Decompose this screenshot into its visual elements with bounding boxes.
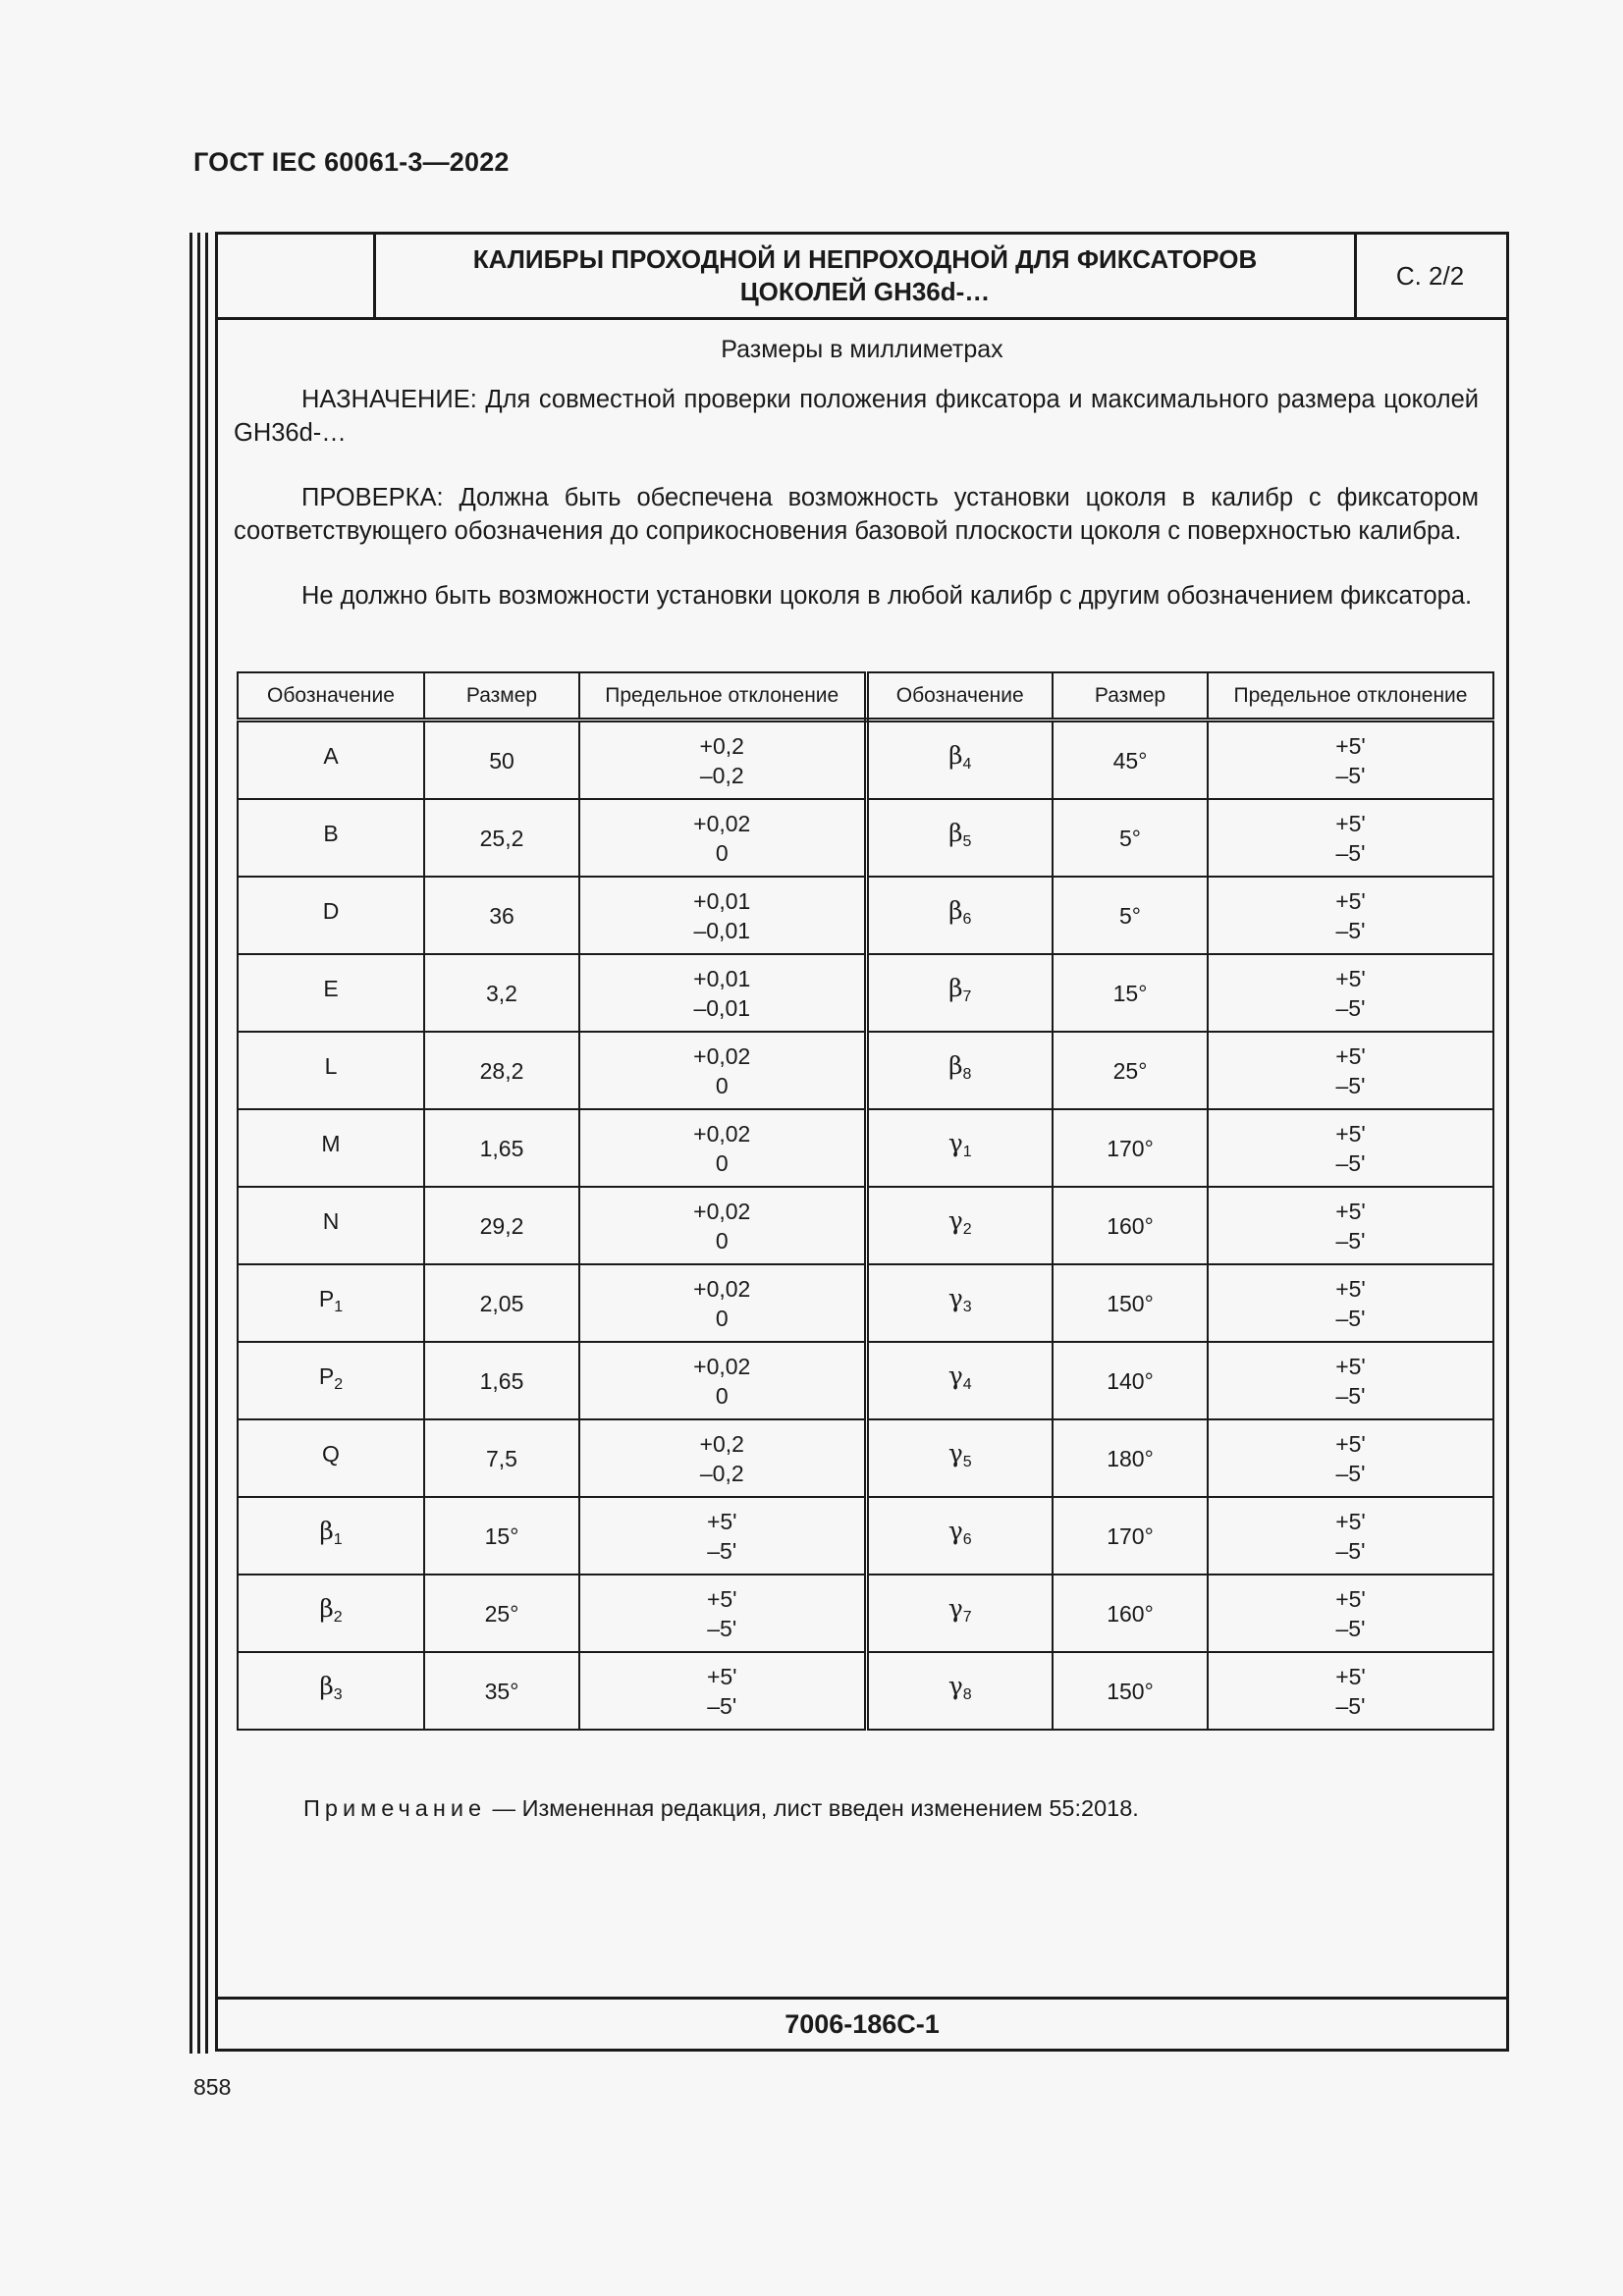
deviation-lower: –5' bbox=[1335, 839, 1366, 866]
sheet-title-block bbox=[218, 235, 1506, 320]
designation-index: 7 bbox=[962, 988, 972, 1005]
note-label: Примечание bbox=[303, 1795, 487, 1821]
deviation-lower: –5' bbox=[1335, 1305, 1366, 1331]
designation-cell bbox=[238, 1575, 424, 1652]
size-cell: 3,2 bbox=[424, 954, 579, 1032]
deviation-cell bbox=[579, 721, 866, 800]
deviation-lower: 0 bbox=[715, 1382, 729, 1409]
deviation-cell bbox=[1208, 1187, 1493, 1264]
table-row bbox=[238, 954, 1493, 1032]
deviation-cell bbox=[1208, 1264, 1493, 1342]
sheet-title-line1: КАЛИБРЫ ПРОХОДНОЙ И НЕПРОХОДНОЙ ДЛЯ ФИКСАТОРОВ bbox=[472, 244, 1258, 274]
designation-cell bbox=[866, 877, 1053, 954]
table-row bbox=[238, 721, 1493, 800]
binding-line bbox=[189, 233, 192, 2054]
deviation-lower: 0 bbox=[715, 1305, 729, 1331]
designation-cell bbox=[866, 799, 1053, 877]
designation-index: 5 bbox=[962, 1454, 972, 1470]
deviation-cell bbox=[579, 1109, 866, 1187]
size-cell: 25,2 bbox=[424, 799, 579, 877]
designation-symbol: L bbox=[324, 1053, 338, 1079]
column-header: Размер bbox=[424, 672, 579, 721]
designation-symbol: P bbox=[318, 1286, 335, 1311]
deviation-lower: –5' bbox=[707, 1692, 737, 1719]
designation-symbol: D bbox=[322, 898, 340, 924]
designation-cell bbox=[866, 1032, 1053, 1109]
table-row bbox=[238, 1497, 1493, 1575]
table-header-row bbox=[238, 672, 1493, 721]
deviation-upper: +5' bbox=[1335, 1430, 1366, 1457]
size-cell: 1,65 bbox=[424, 1342, 579, 1419]
deviation-cell bbox=[1208, 1497, 1493, 1575]
deviation-upper: +5' bbox=[1335, 1275, 1366, 1302]
sheet-code: 7006-186С-1 bbox=[218, 1997, 1506, 2049]
deviation-upper: +0,2 bbox=[699, 732, 744, 759]
deviation-lower: –0,01 bbox=[693, 917, 751, 943]
size-cell: 2,05 bbox=[424, 1264, 579, 1342]
size-cell: 150° bbox=[1053, 1652, 1208, 1730]
deviation-cell bbox=[1208, 1575, 1493, 1652]
deviation-lower: –0,2 bbox=[699, 1460, 744, 1486]
designation-index: 4 bbox=[962, 756, 972, 773]
deviation-upper: +5' bbox=[1335, 1508, 1366, 1534]
designation-cell bbox=[866, 1109, 1053, 1187]
deviation-cell bbox=[579, 1419, 866, 1497]
deviation-upper: +5' bbox=[1335, 1198, 1366, 1224]
designation-index: 3 bbox=[333, 1686, 343, 1703]
deviation-upper: +5' bbox=[706, 1585, 737, 1612]
deviation-cell bbox=[579, 954, 866, 1032]
designation-symbol: β bbox=[319, 1517, 334, 1545]
deviation-cell bbox=[1208, 799, 1493, 877]
gauge-dimensions-table bbox=[237, 671, 1494, 1731]
designation-index: 8 bbox=[962, 1066, 972, 1083]
deviation-lower: –5' bbox=[1335, 1072, 1366, 1098]
designation-cell bbox=[866, 1419, 1053, 1497]
deviation-upper: +0,02 bbox=[693, 1353, 751, 1379]
deviation-upper: +0,02 bbox=[693, 1198, 751, 1224]
deviation-cell bbox=[579, 1575, 866, 1652]
designation-symbol: γ bbox=[947, 1362, 963, 1390]
column-header: Обозначение bbox=[238, 672, 424, 721]
deviation-lower: –5' bbox=[1335, 1615, 1366, 1641]
designation-symbol: γ bbox=[947, 1672, 963, 1700]
designation-cell bbox=[238, 1032, 424, 1109]
purpose-paragraph: НАЗНАЧЕНИЕ: Для совместной проверки положения фиксатора и максимального размера цоколей GH36d-… bbox=[234, 386, 1479, 447]
deviation-cell bbox=[579, 877, 866, 954]
deviation-upper: +0,01 bbox=[693, 965, 751, 991]
designation-index: 6 bbox=[962, 911, 972, 928]
size-cell: 25° bbox=[1053, 1032, 1208, 1109]
designation-cell bbox=[866, 1342, 1053, 1419]
deviation-upper: +5' bbox=[706, 1663, 737, 1689]
deviation-lower: –5' bbox=[1335, 1149, 1366, 1176]
deviation-upper: +0,02 bbox=[693, 810, 751, 836]
designation-symbol: β bbox=[948, 741, 963, 770]
deviation-cell bbox=[1208, 954, 1493, 1032]
deviation-lower: –5' bbox=[1335, 762, 1366, 788]
deviation-cell bbox=[579, 1497, 866, 1575]
size-cell: 170° bbox=[1053, 1109, 1208, 1187]
check-paragraph: ПРОВЕРКА: Должна быть обеспечена возможность установки цоколя в калибр с фиксатором соответствующего обозначения до соприкосновения базовой плоскости цоколя с поверхностью калибра. bbox=[234, 484, 1479, 545]
deviation-lower: –5' bbox=[1335, 917, 1366, 943]
designation-symbol: γ bbox=[947, 1284, 963, 1312]
designation-symbol: N bbox=[322, 1208, 340, 1234]
data-sheet bbox=[215, 232, 1509, 2052]
designation-cell bbox=[238, 1264, 424, 1342]
sheet-title bbox=[373, 235, 1357, 317]
designation-symbol: γ bbox=[947, 1439, 963, 1468]
size-cell: 29,2 bbox=[424, 1187, 579, 1264]
deviation-upper: +5' bbox=[1335, 887, 1366, 914]
designation-index: 2 bbox=[334, 1376, 344, 1393]
deviation-upper: +5' bbox=[1335, 1120, 1366, 1147]
deviation-cell bbox=[1208, 721, 1493, 800]
designation-cell bbox=[238, 1419, 424, 1497]
designation-symbol: γ bbox=[947, 1517, 963, 1545]
designation-index: 8 bbox=[962, 1686, 972, 1703]
table-row bbox=[238, 1264, 1493, 1342]
size-cell: 25° bbox=[424, 1575, 579, 1652]
sheet-page-ref: С. 2/2 bbox=[1395, 260, 1465, 291]
designation-symbol: γ bbox=[947, 1129, 963, 1157]
designation-cell bbox=[866, 954, 1053, 1032]
designation-cell bbox=[238, 721, 424, 800]
deviation-cell bbox=[1208, 1109, 1493, 1187]
designation-symbol: β bbox=[319, 1672, 334, 1700]
deviation-lower: –0,2 bbox=[699, 762, 744, 788]
size-cell: 36 bbox=[424, 877, 579, 954]
deviation-cell bbox=[579, 1187, 866, 1264]
designation-cell bbox=[238, 799, 424, 877]
size-cell: 15° bbox=[424, 1497, 579, 1575]
designation-index: 5 bbox=[962, 833, 972, 850]
deviation-upper: +5' bbox=[1335, 732, 1366, 759]
designation-index: 2 bbox=[962, 1221, 972, 1238]
size-cell: 160° bbox=[1053, 1575, 1208, 1652]
designation-cell bbox=[238, 1497, 424, 1575]
designation-cell bbox=[866, 1187, 1053, 1264]
designation-index: 6 bbox=[962, 1531, 972, 1548]
deviation-lower: –5' bbox=[1335, 1382, 1366, 1409]
designation-cell bbox=[866, 1264, 1053, 1342]
column-header: Обозначение bbox=[866, 672, 1053, 721]
deviation-lower: –5' bbox=[1335, 1692, 1366, 1719]
designation-cell bbox=[238, 1342, 424, 1419]
deviation-upper: +0,02 bbox=[693, 1120, 751, 1147]
deviation-upper: +5' bbox=[1335, 810, 1366, 836]
deviation-lower: 0 bbox=[715, 839, 729, 866]
deviation-lower: 0 bbox=[715, 1072, 729, 1098]
standard-header: ГОСТ IEC 60061-3—2022 bbox=[193, 147, 510, 177]
deviation-cell bbox=[579, 1264, 866, 1342]
deviation-lower: 0 bbox=[715, 1149, 729, 1176]
size-cell: 140° bbox=[1053, 1342, 1208, 1419]
size-cell: 50 bbox=[424, 721, 579, 800]
designation-cell bbox=[238, 877, 424, 954]
sheet-title-line2: ЦОКОЛЕЙ GH36d-… bbox=[739, 277, 991, 306]
column-header: Предельное отклонение bbox=[1208, 672, 1493, 721]
deviation-lower: –0,01 bbox=[693, 994, 751, 1021]
deviation-upper: +5' bbox=[1335, 1663, 1366, 1689]
deviation-cell bbox=[579, 1652, 866, 1730]
designation-symbol: M bbox=[321, 1131, 341, 1156]
deviation-cell bbox=[1208, 1652, 1493, 1730]
note bbox=[303, 1795, 1139, 1822]
designation-cell bbox=[866, 1497, 1053, 1575]
designation-cell bbox=[238, 1187, 424, 1264]
designation-symbol: β bbox=[319, 1594, 334, 1623]
table-row bbox=[238, 1575, 1493, 1652]
deviation-lower: –5' bbox=[1335, 1537, 1366, 1564]
deviation-upper: +5' bbox=[706, 1508, 737, 1534]
designation-symbol: E bbox=[323, 976, 339, 1001]
designation-cell bbox=[866, 1575, 1053, 1652]
deviation-upper: +5' bbox=[1335, 1042, 1366, 1069]
designation-index: 3 bbox=[962, 1299, 972, 1315]
deviation-lower: –5' bbox=[1335, 1227, 1366, 1254]
designation-symbol: β bbox=[948, 974, 963, 1002]
binding-line bbox=[205, 233, 208, 2054]
note-text: — Измененная редакция, лист введен изменением 55:2018. bbox=[486, 1795, 1139, 1821]
deviation-cell bbox=[1208, 877, 1493, 954]
deviation-lower: –5' bbox=[707, 1615, 737, 1641]
designation-symbol: β bbox=[948, 1051, 963, 1080]
deviation-upper: +0,02 bbox=[693, 1042, 751, 1069]
designation-index: 4 bbox=[962, 1376, 972, 1393]
deviation-lower: –5' bbox=[1335, 1460, 1366, 1486]
deviation-lower: –5' bbox=[707, 1537, 737, 1564]
deviation-upper: +5' bbox=[1335, 1353, 1366, 1379]
designation-symbol: Q bbox=[322, 1441, 340, 1467]
deviation-upper: +5' bbox=[1335, 965, 1366, 991]
designation-index: 7 bbox=[962, 1609, 972, 1626]
deviation-upper: +5' bbox=[1335, 1585, 1366, 1612]
designation-index: 1 bbox=[962, 1144, 972, 1160]
designation-cell bbox=[866, 1652, 1053, 1730]
table-row bbox=[238, 1109, 1493, 1187]
size-cell: 5° bbox=[1053, 799, 1208, 877]
binding-line bbox=[197, 233, 200, 2054]
designation-cell bbox=[238, 1109, 424, 1187]
size-cell: 160° bbox=[1053, 1187, 1208, 1264]
table-row bbox=[238, 1419, 1493, 1497]
table-row bbox=[238, 1342, 1493, 1419]
table-row bbox=[238, 877, 1493, 954]
units-caption: Размеры в миллиметрах bbox=[721, 336, 1003, 363]
size-cell: 35° bbox=[424, 1652, 579, 1730]
size-cell: 150° bbox=[1053, 1264, 1208, 1342]
deviation-upper: +0,2 bbox=[699, 1430, 744, 1457]
designation-symbol: A bbox=[323, 743, 339, 769]
designation-symbol: γ bbox=[947, 1206, 963, 1235]
designation-symbol: P bbox=[318, 1363, 335, 1389]
column-header: Размер bbox=[1053, 672, 1208, 721]
designation-symbol: B bbox=[323, 821, 339, 846]
size-cell: 7,5 bbox=[424, 1419, 579, 1497]
size-cell: 1,65 bbox=[424, 1109, 579, 1187]
table-row bbox=[238, 1187, 1493, 1264]
deviation-upper: +0,01 bbox=[693, 887, 751, 914]
size-cell: 180° bbox=[1053, 1419, 1208, 1497]
designation-index: 1 bbox=[334, 1299, 344, 1315]
size-cell: 45° bbox=[1053, 721, 1208, 800]
deviation-upper: +0,02 bbox=[693, 1275, 751, 1302]
deviation-cell bbox=[1208, 1342, 1493, 1419]
size-cell: 15° bbox=[1053, 954, 1208, 1032]
deviation-lower: –5' bbox=[1335, 994, 1366, 1021]
table-row bbox=[238, 1032, 1493, 1109]
size-cell: 5° bbox=[1053, 877, 1208, 954]
deviation-lower: 0 bbox=[715, 1227, 729, 1254]
size-cell: 28,2 bbox=[424, 1032, 579, 1109]
designation-index: 1 bbox=[333, 1531, 343, 1548]
deviation-cell bbox=[579, 1032, 866, 1109]
designation-symbol: β bbox=[948, 896, 963, 925]
designation-symbol: γ bbox=[947, 1594, 963, 1623]
designation-symbol: β bbox=[948, 819, 963, 847]
designation-index: 2 bbox=[333, 1609, 343, 1626]
table-row bbox=[238, 1652, 1493, 1730]
deviation-cell bbox=[1208, 1419, 1493, 1497]
size-cell: 170° bbox=[1053, 1497, 1208, 1575]
designation-cell bbox=[866, 721, 1053, 800]
designation-cell bbox=[238, 1652, 424, 1730]
column-header: Предельное отклонение bbox=[579, 672, 866, 721]
table-row bbox=[238, 799, 1493, 877]
deviation-cell bbox=[579, 799, 866, 877]
deviation-cell bbox=[579, 1342, 866, 1419]
check-paragraph-2: Не должно быть возможности установки цоколя в любой калибр с другим обозначением фиксатора. bbox=[301, 582, 1473, 610]
deviation-cell bbox=[1208, 1032, 1493, 1109]
page-number: 858 bbox=[193, 2074, 232, 2100]
designation-cell bbox=[238, 954, 424, 1032]
